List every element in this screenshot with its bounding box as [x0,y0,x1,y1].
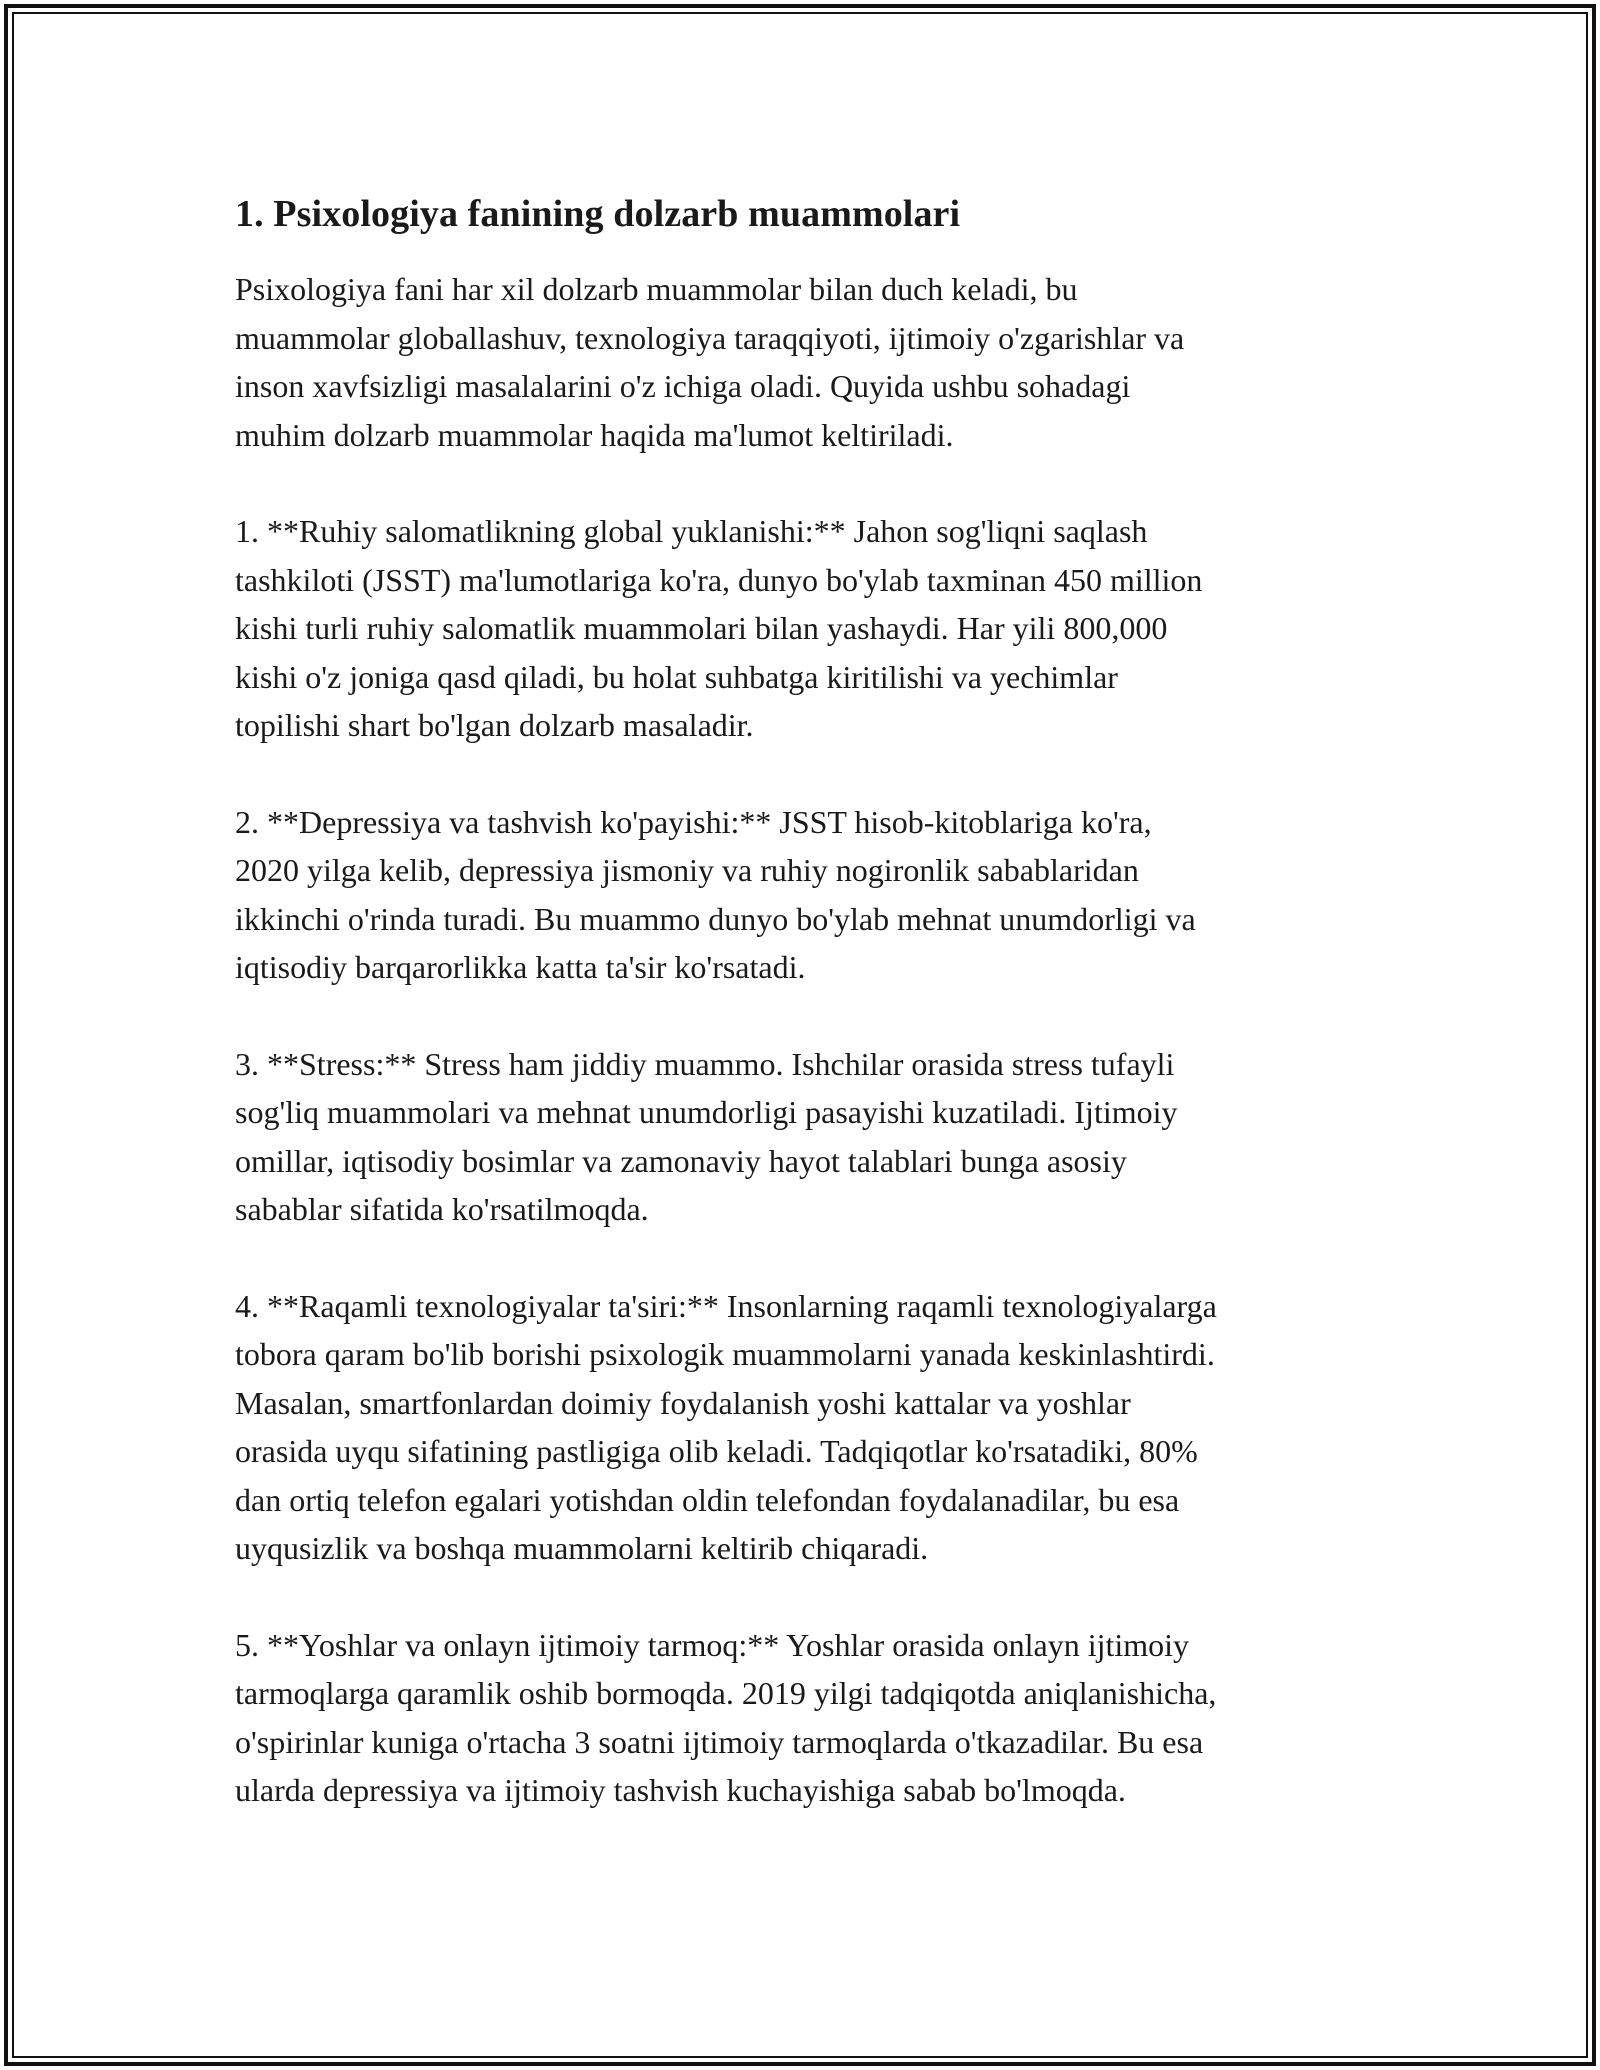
document-title: 1. Psixologiya fanining dolzarb muammolari [235,193,961,235]
list-item-4: 4. **Raqamli texnologiyalar ta'siri:** Insonlarning raqamli texnologiyalarga tobora qaram bo'lib borishi psixologik muammolarni yanada keskinlashtirdi. Masalan, smartfonlardan doimiy foydalanish yoshi kattalar va yoshlar orasida uyqu sifatining pastligiga olib keladi. Tadqiqotlar ko'rsatadiki, 80% dan ortiq telefon egalari yotishdan oldin telefondan foydalanadilar, bu esa uyqusizlik va boshqa muammolarni keltirib chiqaradi. [235,1287,1217,1566]
list-item-1: 1. **Ruhiy salomatlikning global yuklanishi:** Jahon sog'liqni saqlash tashkiloti (JSST) ma'lumotlariga ko'ra, dunyo bo'ylab taxminan 450 million kishi turli ruhiy salomatlik muammolari bilan yashaydi. Har yili 800,000 kishi o'z joniga qasd qiladi, bu holat suhbatga kiritilishi va yechimlar topilishi shart bo'lgan dolzarb masaladir. [235,513,1203,743]
list-item-5: 5. **Yoshlar va onlayn ijtimoiy tarmoq:** Yoshlar orasida onlayn ijtimoiy tarmoqlarga qaramlik oshib bormoqda. 2019 yilgi tadqiqotda aniqlanishicha, o'spirinlar kuniga o'rtacha 3 soatni ijtimoiy tarmoqlarda o'tkazadilar. Bu esa ularda depressiya va ijtimoiy tashvish kuchayishiga sabab bo'lmoqda. [235,1626,1217,1808]
list-item-2: 2. **Depressiya va tashvish ko'payishi:** JSST hisob-kitoblariga ko'ra, 2020 yilga kelib, depressiya jismoniy va ruhiy nogironlik sabablaridan ikkinchi o'rinda turadi. Bu muammo dunyo bo'ylab mehnat unumdorligi va iqtisodiy barqarorlikka katta ta'sir ko'rsatadi. [235,803,1196,985]
document-body [235,185,1385,1863]
intro-paragraph: Psixologiya fani har xil dolzarb muammolar bilan duch keladi, bu muammolar globallashuv, texnologiya taraqqiyoti, ijtimoiy o'zgarishlar va inson xavfsizligi masalalarini o'z ichiga oladi. Quyida ushbu sohadagi muhim dolzarb muammolar haqida ma'lumot keltiriladi. [235,271,1185,453]
list-item-3: 3. **Stress:** Stress ham jiddiy muammo. Ishchilar orasida stress tufayli sog'liq muammolari va mehnat unumdorligi pasayishi kuzatiladi. Ijtimoiy omillar, iqtisodiy bosimlar va zamonaviy hayot talablari bunga asosiy sabablar sifatida ko'rsatilmoqda. [235,1045,1178,1227]
